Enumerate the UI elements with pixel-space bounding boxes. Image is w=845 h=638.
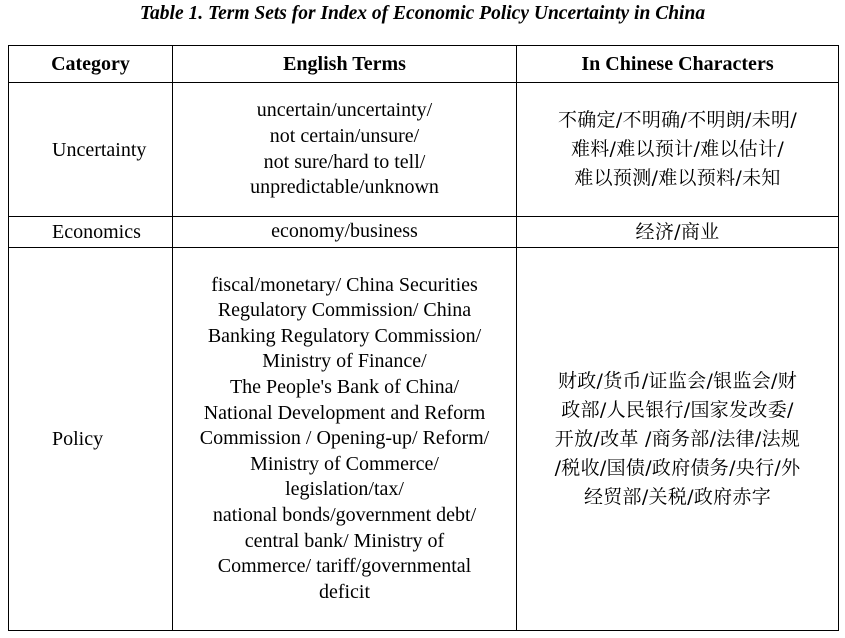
chinese-term-line: 难料/难以预计/难以估计/ bbox=[570, 138, 785, 160]
category-cell: Economics bbox=[9, 217, 173, 248]
english-term-line: not certain/unsure/ bbox=[269, 124, 420, 147]
header-chinese-characters: In Chinese Characters bbox=[517, 46, 839, 83]
english-term-line: Commerce/ tariff/governmental bbox=[217, 555, 472, 578]
english-term-line: Banking Regulatory Commission/ bbox=[207, 324, 482, 347]
english-terms-cell bbox=[173, 83, 517, 217]
english-term-line: deficit bbox=[318, 580, 371, 603]
header-category: Category bbox=[9, 46, 173, 83]
english-term-line: The People's Bank of China/ bbox=[229, 376, 460, 399]
chinese-terms-cell bbox=[517, 248, 839, 631]
chinese-term-line: 经济/商业 bbox=[635, 220, 720, 243]
table-row-policy bbox=[9, 248, 839, 631]
chinese-terms-cell bbox=[517, 217, 839, 248]
chinese-term-line: 开放/改革 /商务部/法律/法规 bbox=[554, 427, 801, 450]
english-term-line: economy/business bbox=[271, 220, 418, 243]
english-terms-cell bbox=[173, 217, 517, 248]
english-term-line: Regulatory Commission/ China bbox=[217, 299, 472, 322]
category-cell: Policy bbox=[9, 248, 173, 631]
english-term-line: not sure/hard to tell/ bbox=[263, 150, 426, 173]
english-terms-cell bbox=[173, 248, 517, 631]
header-english-terms: English Terms bbox=[173, 46, 517, 83]
category-cell: Uncertainty bbox=[9, 83, 173, 217]
table-row-uncertainty bbox=[9, 83, 839, 217]
english-term-line: Ministry of Commerce/ bbox=[250, 452, 439, 475]
term-sets-table bbox=[8, 45, 839, 631]
english-term-line: fiscal/monetary/ China Securities bbox=[211, 273, 478, 296]
table-row-economics bbox=[9, 217, 839, 248]
chinese-terms-cell bbox=[517, 83, 839, 217]
english-term-line: National Development and Reform bbox=[203, 401, 486, 424]
english-term-line: uncertain/uncertainty/ bbox=[256, 99, 433, 122]
english-term-line: Ministry of Finance/ bbox=[262, 350, 427, 373]
header-row bbox=[9, 46, 839, 83]
chinese-term-line: 财政/货币/证监会/银监会/财 bbox=[557, 369, 798, 392]
english-term-line: unpredictable/unknown bbox=[250, 176, 439, 199]
table-caption: Table 1. Term Sets for Index of Economic Policy Uncertainty in China bbox=[139, 3, 706, 24]
chinese-term-line: 政部/人民银行/国家发改委/ bbox=[561, 398, 794, 421]
chinese-term-line: 难以预测/难以预料/未知 bbox=[574, 167, 781, 189]
chinese-term-line: /税收/国债/政府债务/央行/外 bbox=[554, 456, 801, 479]
english-term-line: national bonds/government debt/ bbox=[212, 503, 477, 526]
english-term-line: Commission / Opening-up/ Reform/ bbox=[199, 427, 490, 450]
english-term-line: legislation/tax/ bbox=[285, 478, 404, 501]
chinese-term-line: 经贸部/关税/政府赤字 bbox=[583, 485, 772, 508]
english-term-line: central bank/ Ministry of bbox=[244, 529, 445, 552]
chinese-term-line: 不确定/不明确/不明朗/未明/ bbox=[557, 109, 798, 131]
